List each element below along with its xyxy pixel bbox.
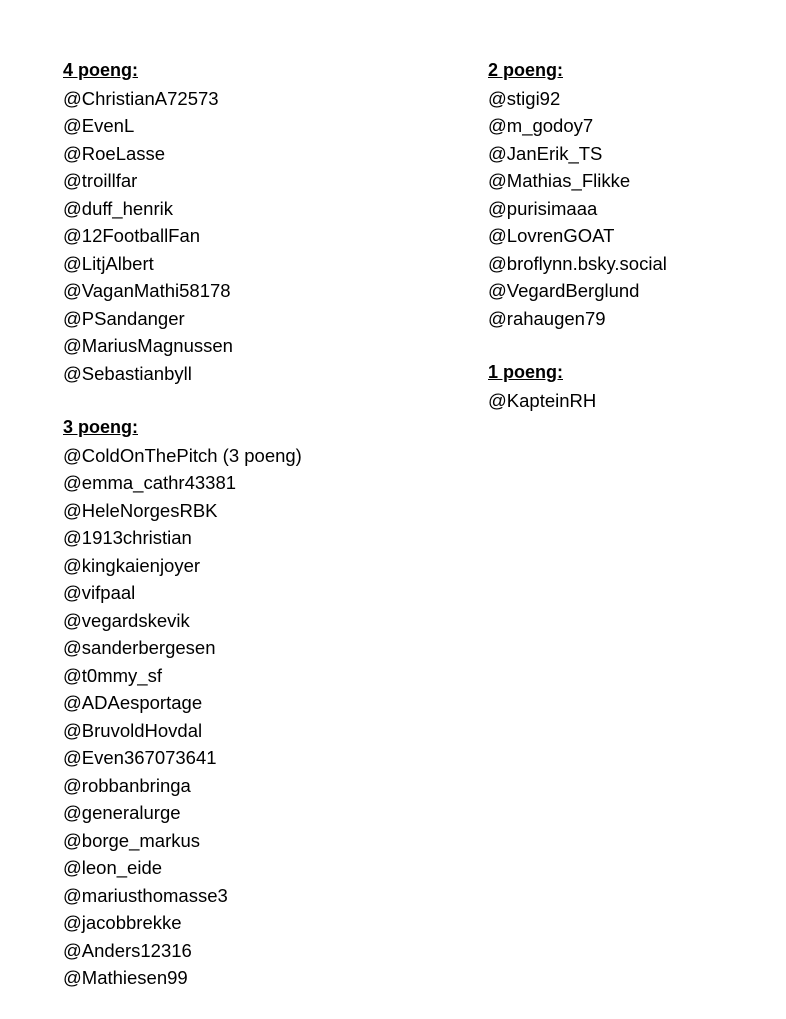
left-column: [63, 57, 302, 1019]
list-item: @troillfar: [63, 170, 138, 191]
list-item: @stigi92: [488, 87, 561, 109]
list-item: @VaganMathi58178: [63, 280, 231, 301]
list-item: @mariusthomasse3: [63, 884, 228, 906]
list-item: @BruvoldHovdal: [63, 719, 203, 741]
list-item: @broflynn.bsky.social: [488, 252, 667, 274]
list-item: @emma_cathr43381: [63, 472, 237, 493]
list-item: @Even367073641: [63, 747, 217, 768]
list-item: @kingkaienjoyer: [63, 554, 201, 576]
section-3-poeng: [63, 414, 302, 992]
section-4-poeng: [63, 57, 302, 387]
list-item: @rahaugen79: [488, 307, 606, 329]
list-item: @RoeLasse: [63, 142, 166, 164]
section-heading: 3 poeng:: [63, 417, 138, 437]
section-2-poeng: [488, 57, 667, 332]
list-item: @generalurge: [63, 802, 181, 823]
list-item: @VegardBerglund: [488, 280, 640, 301]
list-item: @robbanbringa: [63, 774, 191, 796]
list-item: @Mathias_Flikke: [488, 170, 631, 191]
list-item: @HeleNorgesRBK: [63, 499, 218, 521]
list-item: @vifpaal: [63, 582, 136, 603]
section-heading: 1 poeng:: [488, 362, 563, 382]
list-item: @12FootballFan: [63, 225, 201, 246]
list-item: @Anders12316: [63, 939, 192, 961]
list-item: @Sebastianbyll: [63, 362, 192, 384]
list-item: @ColdOnThePitch (3 poeng): [63, 444, 302, 466]
list-item: @ChristianA72573: [63, 87, 219, 109]
list-item: @EvenL: [63, 115, 135, 136]
list-item: @duff_henrik: [63, 197, 173, 219]
list-item: @1913christian: [63, 527, 192, 548]
list-item: @sanderbergesen: [63, 637, 216, 658]
section-heading: 4 poeng:: [63, 60, 138, 80]
list-item: @LovrenGOAT: [488, 225, 615, 246]
name-list: [63, 442, 302, 992]
right-column: [488, 57, 667, 441]
name-list: [488, 85, 667, 333]
name-list: [63, 85, 302, 388]
list-item: @ADAesportage: [63, 692, 203, 713]
name-list: [488, 387, 667, 415]
section-1-poeng: [488, 359, 667, 414]
list-item: @JanErik_TS: [488, 142, 603, 164]
list-item: @purisimaaa: [488, 197, 598, 219]
list-item: @PSandanger: [63, 307, 185, 329]
list-item: @borge_markus: [63, 829, 201, 851]
section-heading: 2 poeng:: [488, 60, 563, 80]
list-item: @MariusMagnussen: [63, 335, 233, 356]
list-item: @t0mmy_sf: [63, 664, 162, 686]
list-item: @m_godoy7: [488, 115, 594, 136]
list-item: @Mathiesen99: [63, 967, 188, 988]
list-item: @vegardskevik: [63, 609, 190, 631]
list-item: @KapteinRH: [488, 389, 597, 411]
list-item: @LitjAlbert: [63, 252, 154, 274]
list-item: @leon_eide: [63, 857, 163, 878]
list-item: @jacobbrekke: [63, 912, 182, 933]
